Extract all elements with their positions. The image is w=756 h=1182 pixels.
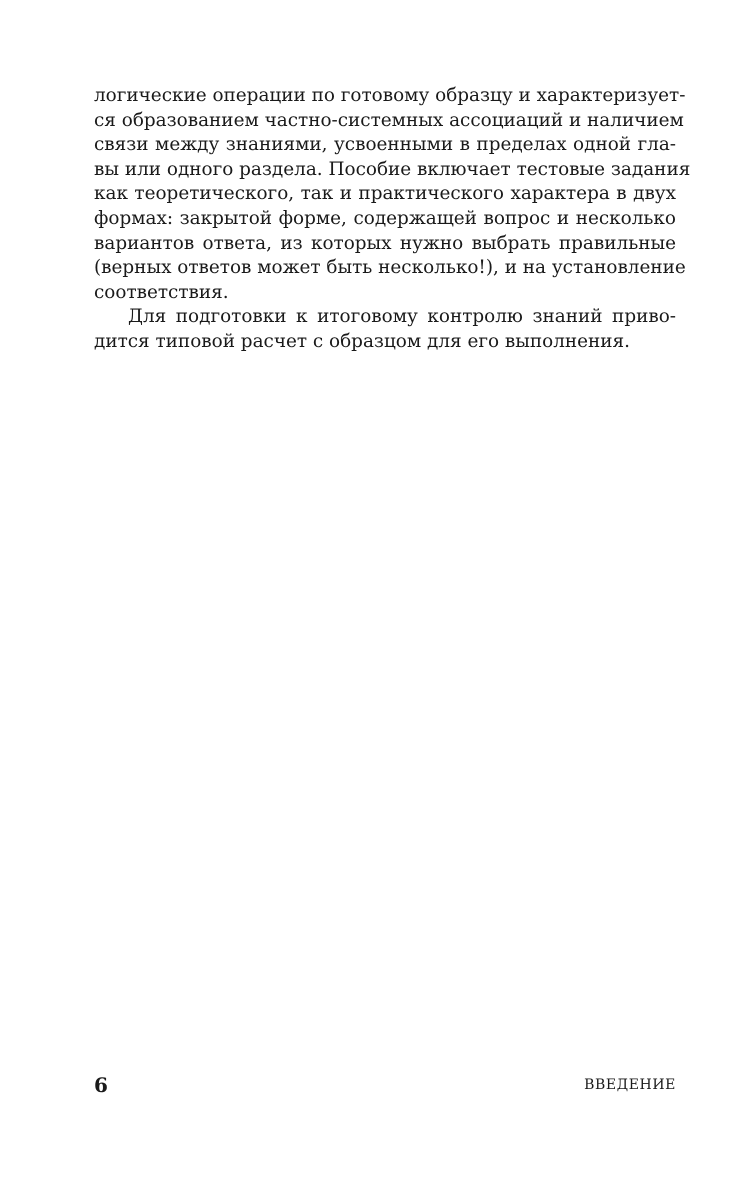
text-line: дится типовой расчет с образцом для его выполнения. xyxy=(94,330,630,352)
page-footer xyxy=(94,1070,676,1100)
text-line: вариантов ответа, из которых нужно выбрать правильные xyxy=(94,232,676,254)
paragraph-1 xyxy=(94,84,691,305)
text-line: (верных ответов может быть несколько!), и на установление xyxy=(94,257,686,279)
running-head: ВВЕДЕНИЕ xyxy=(584,1077,676,1093)
text-line: как теоретического, так и практического характера в двух xyxy=(94,183,676,205)
text-line: вы или одного раздела. Пособие включает тестовые задания xyxy=(94,158,691,180)
body-text xyxy=(94,84,691,355)
text-line: соответствия. xyxy=(94,281,229,303)
text-line: логические операции по готовому образцу и характеризует- xyxy=(94,85,686,106)
text-line: Для подготовки к итоговому контролю знаний приво- xyxy=(128,306,676,328)
text-line: формах: закрытой форме, содержащей вопрос и несколько xyxy=(94,207,676,229)
page-number: 6 xyxy=(94,1073,108,1097)
text-line: связи между знаниями, усвоенными в пределах одной гла- xyxy=(94,134,676,156)
paragraph-2 xyxy=(94,305,676,354)
text-line: ся образованием частно-системных ассоциаций и наличием xyxy=(94,109,684,131)
